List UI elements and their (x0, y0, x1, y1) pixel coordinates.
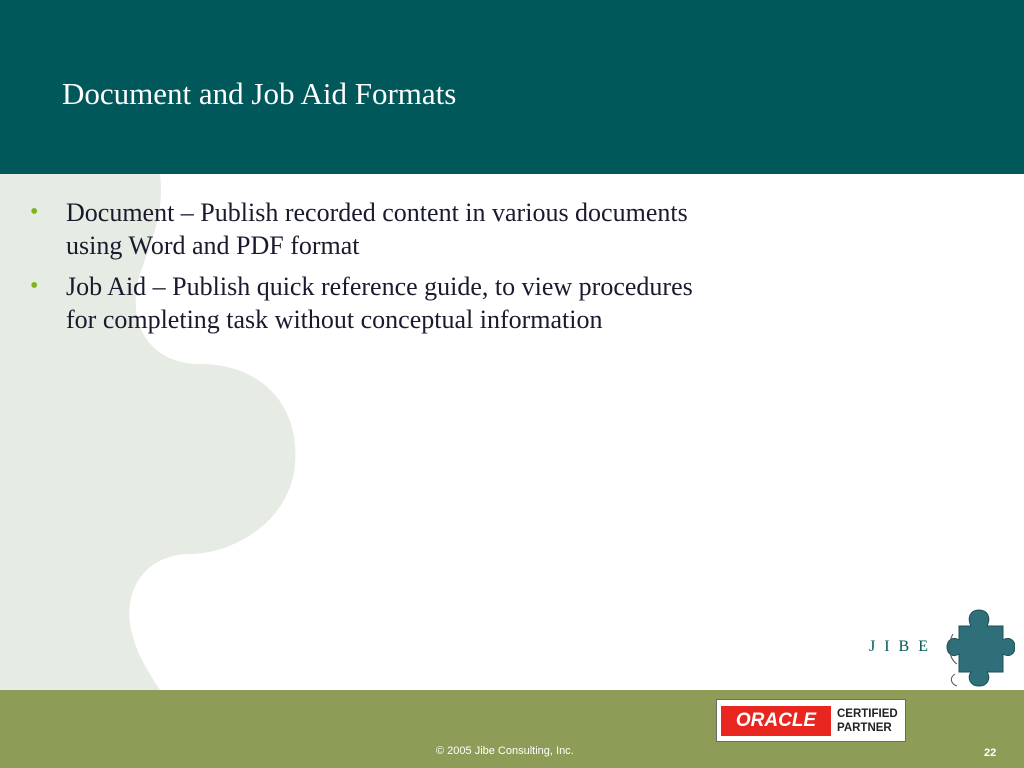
certified-text: CERTIFIED (837, 707, 898, 720)
slide-header (0, 0, 1024, 174)
jibe-logo-text: JIBE (869, 638, 937, 655)
certified-partner-label (837, 707, 898, 735)
bullet-line: for completing task without conceptual information (66, 305, 603, 334)
slide-footer (0, 690, 1024, 768)
slide-title: Document and Job Aid Formats (62, 76, 457, 111)
partner-text: PARTNER (837, 721, 892, 734)
bullet-line: Document – Publish recorded content in various documents (66, 198, 688, 227)
jibe-logo (861, 600, 1016, 690)
bullet-line: Job Aid – Publish quick reference guide, to view procedures (66, 272, 693, 301)
puzzle-piece-icon (945, 604, 1015, 688)
bullet-item (30, 270, 930, 336)
bullet-dot-icon: • (30, 199, 39, 225)
bullet-line: using Word and PDF format (66, 231, 360, 260)
oracle-logo: ORACLE (721, 706, 831, 736)
oracle-certified-partner-badge (716, 699, 906, 742)
slide-content (30, 196, 930, 344)
bullet-dot-icon: • (30, 273, 39, 299)
bullet-item (30, 196, 930, 262)
copyright-text: © 2005 Jibe Consulting, Inc. (436, 745, 574, 757)
page-number: 22 (984, 747, 997, 759)
